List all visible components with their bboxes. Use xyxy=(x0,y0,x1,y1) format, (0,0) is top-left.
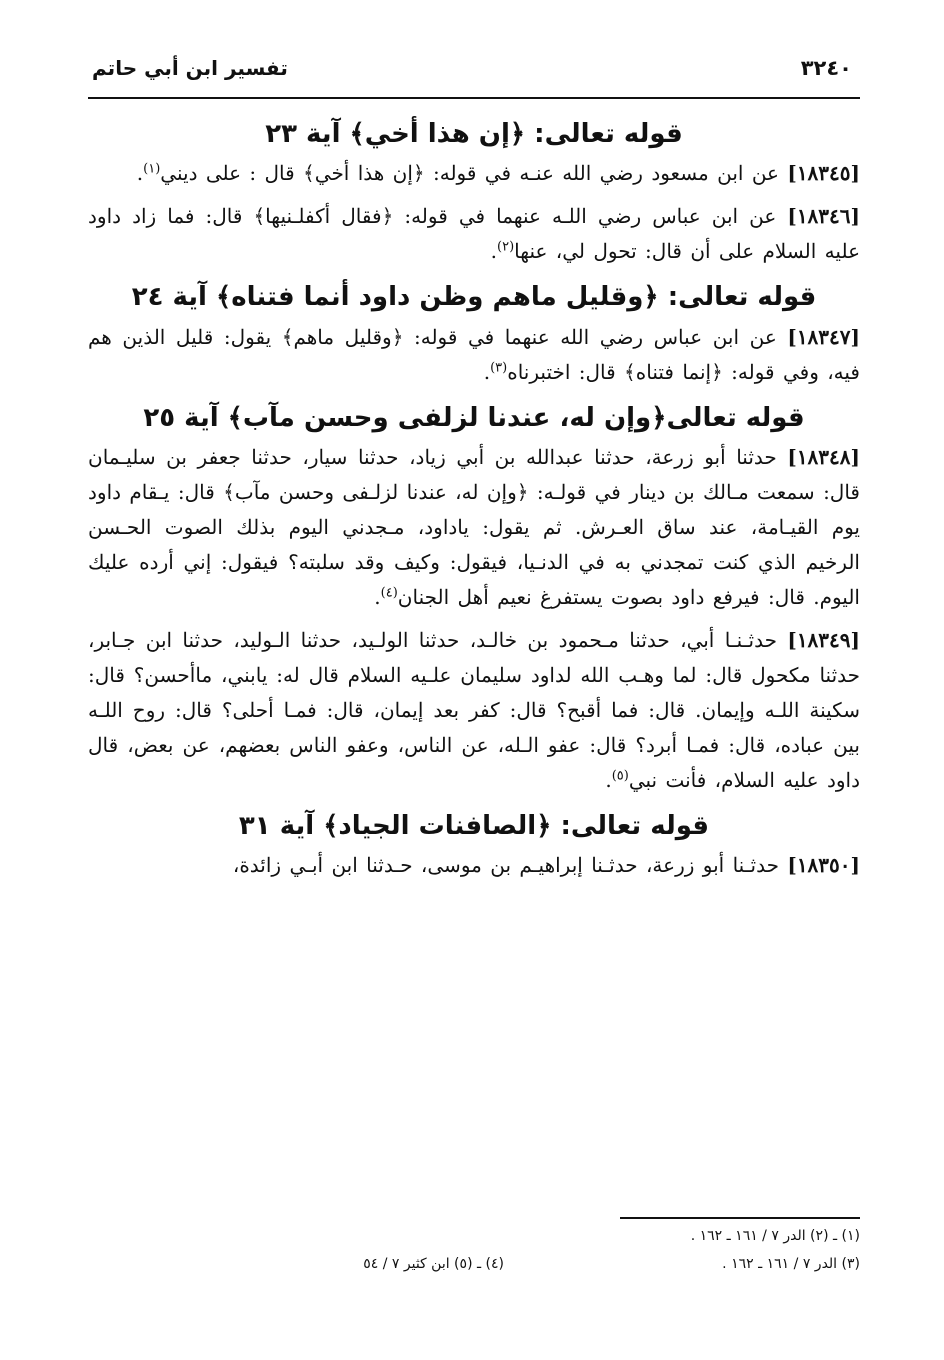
hadith-tail: . xyxy=(374,584,381,609)
hadith-text: حدثـنـا أبي، حدثنا مـحمود بن خالـد، حدثنا الولـيد، حدثنا الـوليد، حدثنا ابن جـابر، حدثنا مكحول قال: لما وهـب الله لداود سليمان علـيه السلام قال له: يابني، ماأحسن؟ قال: سكينة اللـه وإيمان. قال: فما أقبح؟ قال: كفر بعد إيمان، قال: فمـا أحلى؟ قال: روح اللـه بين عباده، قال: فمـا أبرد؟ قال: عفو الـله، عن الناس، وعفو الناس بعضهم، عن بعض، قال داود عليه السلام، فأنت نبي xyxy=(88,627,861,792)
verse-heading: قوله تعالى: ﴿الصافنات الجياد﴾ آية ٣١ xyxy=(238,810,710,841)
verse-heading: قوله تعالى: ﴿إن هذا أخي﴾ آية ٢٣ xyxy=(265,119,683,149)
hadith-number: [١٨٣٥٠] xyxy=(787,853,860,878)
hadith-paragraph xyxy=(88,199,860,269)
hadith-number: [١٨٣٤٥] xyxy=(787,161,860,186)
hadith-text: عن ابن عباس رضي الله عنهما في قوله: ﴿وقليل ماهم﴾ يقول: قليل الذين هم فيه، وفي قوله: ﴿إنما فتناه﴾ قال: اختبرناه xyxy=(88,324,860,384)
hadith-tail: . xyxy=(605,767,612,792)
verse-heading: قوله تعالى﴿وإن له، عندنا لزلفى وحسن مآب﴾ آية ٢٥ xyxy=(143,402,805,433)
footnote-marker: (١) xyxy=(143,161,161,177)
hadith-paragraph xyxy=(88,440,860,615)
hadith-tail: . xyxy=(136,161,144,186)
hadith-number: [١٨٣٤٨] xyxy=(787,444,860,469)
page-body xyxy=(88,112,860,891)
footnote-marker: (٥) xyxy=(611,768,629,784)
hadith-paragraph xyxy=(88,848,860,883)
hadith-paragraph xyxy=(88,320,860,390)
hadith-text: حدثنا أبو زرعة، حدثنا عبدالله بن أبي زياد، حدثنا سيار، حدثنا جعفر بن سليـمان قال: سمعت مـالك بن دينار في قولـه: ﴿وإن له، عندنا لزلـفى وحسن مآب﴾ قال: يـقام داود يوم القيـامة، عند ساق العـرش. ثم يقول: ياداود، مـجدني اليوم بذلك الصوت الحـسن الرخيم الذي كنت تمجدني به في الدنـيا، فيقول: وكيف وقد سلبته؟ فيقول: إني أرده عليك اليوم. قال: فيرفع داود بصوت يستفرغ نعيم أهل الجنان xyxy=(88,444,860,609)
hadith-tail: . xyxy=(483,359,491,384)
hadith-text: عن ابن مسعود رضي الله عنـه في قوله: ﴿إن هذا أخي﴾ قال : على ديني xyxy=(160,161,788,186)
running-title: تفسير ابن أبي حاتم xyxy=(92,56,288,80)
verse-heading: قوله تعالى: ﴿وقليل ماهم وظن داود أنما فتناه﴾ آية ٢٤ xyxy=(131,282,817,313)
footnote: (١) ـ (٢) الدر ٧ / ١٦١ ـ ١٦٢ . xyxy=(690,1228,860,1244)
page-number: ٣٢٤٠ xyxy=(800,56,852,80)
footnote-marker: (٤) xyxy=(380,585,398,601)
footnote: (٤) ـ (٥) ابن كثير ٧ / ٥٤ xyxy=(363,1256,504,1272)
hadith-number: [١٨٣٤٧] xyxy=(787,324,860,349)
hadith-number: [١٨٣٤٩] xyxy=(787,627,860,652)
header-rule xyxy=(88,97,860,99)
footnote-marker: (٢) xyxy=(497,239,515,255)
footnote: (٣) الدر ٧ / ١٦١ ـ ١٦٢ . xyxy=(722,1256,860,1272)
footnote-marker: (٣) xyxy=(490,359,508,375)
hadith-paragraph xyxy=(88,156,860,191)
hadith-number: [١٨٣٤٦] xyxy=(787,204,860,229)
hadith-tail: . xyxy=(490,239,497,264)
hadith-text: حدثـنا أبو زرعة، حدثـنا إبراهيـم بن موسى، حـدثنا ابن أبـي زائدة، xyxy=(232,853,788,878)
hadith-paragraph xyxy=(88,623,860,798)
hadith-text: عن ابن عباس رضي اللـه عنهما في قوله: ﴿فقال أكفلـنيها﴾ قال: فما زاد داود عليه السلام على أن قال: تحول لي، عنها xyxy=(88,204,860,264)
footnote-rule xyxy=(620,1217,860,1219)
